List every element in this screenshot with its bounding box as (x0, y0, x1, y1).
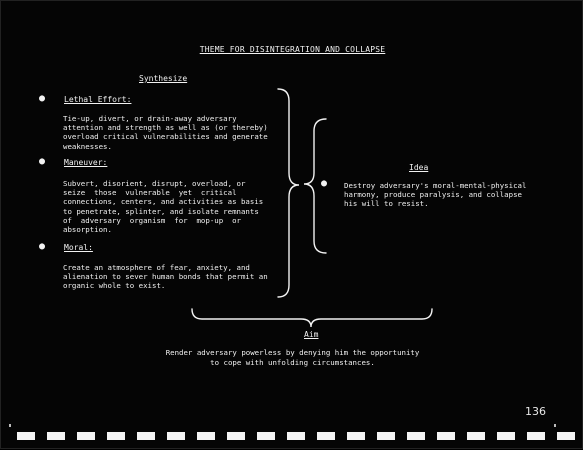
sprocket-hole (497, 432, 515, 440)
sprocket-hole (557, 432, 575, 440)
synthesize-brace (278, 89, 299, 297)
film-edge-mark (554, 424, 556, 427)
idea-brace (304, 119, 326, 253)
film-sprocket-strip (1, 429, 583, 443)
lethal-effort-label: Lethal Effort: (64, 95, 132, 104)
aim-brace (192, 309, 432, 327)
sprocket-hole (197, 432, 215, 440)
moral-text: Create an atmosphere of fear, anxiety, and alienation to sever human bonds that permit an organic whole to exist. (63, 263, 268, 291)
bullet-icon: ● (39, 156, 46, 167)
bullet-icon: ● (321, 178, 328, 189)
sprocket-hole (47, 432, 65, 440)
film-edge-mark (9, 424, 11, 427)
lethal-effort-text: Tie-up, divert, or drain-away adversary attention and strength as well as (or thereby) overload critical vulnerabilities and generate weaknesses. (63, 114, 268, 151)
moral-label: Moral: (64, 243, 93, 252)
sprocket-hole (347, 432, 365, 440)
synthesize-heading: Synthesize (139, 74, 188, 83)
sprocket-hole (287, 432, 305, 440)
sprocket-hole (377, 432, 395, 440)
sprocket-hole (527, 432, 545, 440)
page-number: 136 (525, 405, 546, 418)
sprocket-hole (167, 432, 185, 440)
idea-text: Destroy adversary's moral-mental-physical harmony, produce paralysis, and collapse his will to resist. (344, 181, 527, 209)
idea-heading: Idea (409, 163, 429, 172)
maneuver-label: Maneuver: (64, 158, 108, 167)
braces-graphic (1, 1, 583, 450)
sprocket-hole (227, 432, 245, 440)
sprocket-hole (17, 432, 35, 440)
sprocket-hole (107, 432, 125, 440)
sprocket-hole (257, 432, 275, 440)
slide-title: THEME FOR DISINTEGRATION AND COLLAPSE (199, 45, 386, 54)
bullet-icon: ● (39, 241, 46, 252)
sprocket-hole (467, 432, 485, 440)
maneuver-text: Subvert, disorient, disrupt, overload, or seize those vulnerable yet critical connections, centers, and activities as basis to penetrate, splinter, and isolate remnants of adversary organism for mop-up or absorption. (63, 179, 264, 235)
aim-text: Render adversary powerless by denying him the opportunity to cope with unfolding circumstances. (165, 348, 420, 367)
sprocket-hole (137, 432, 155, 440)
sprocket-hole (407, 432, 425, 440)
sprocket-hole (437, 432, 455, 440)
sprocket-hole (317, 432, 335, 440)
bullet-icon: ● (39, 93, 46, 104)
aim-heading: Aim (304, 330, 319, 339)
sprocket-hole (77, 432, 95, 440)
